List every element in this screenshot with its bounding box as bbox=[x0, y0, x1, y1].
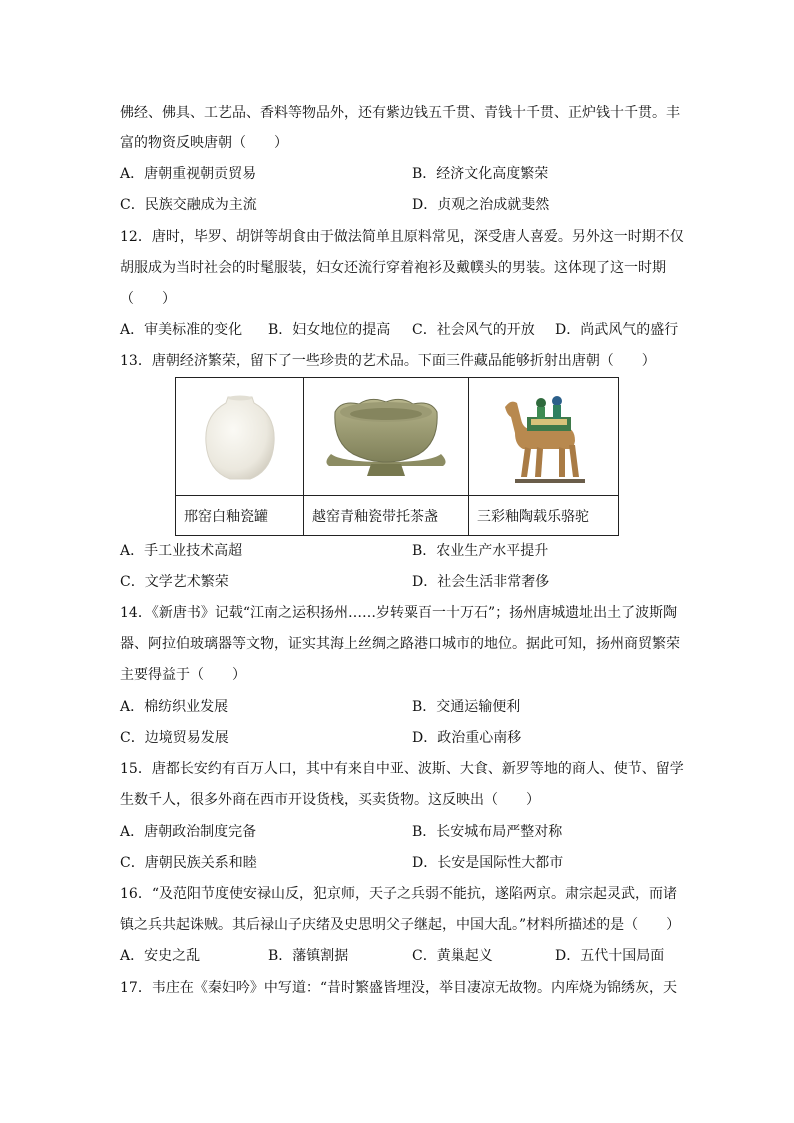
q13-option-a[interactable]: A．手工业技术高超 bbox=[120, 543, 243, 559]
q11-stem-line1: 佛经、佛具、工艺品、香料等物品外，还有紫边钱五千贯、青钱十千贯、正炉钱十千贯。丰 bbox=[120, 105, 680, 121]
q14-option-b[interactable]: B．交通运输便利 bbox=[412, 699, 521, 715]
q16-option-d[interactable]: D．五代十国局面 bbox=[555, 948, 665, 964]
artifact-caption-teabowl: 越窑青釉瓷带托茶盏 bbox=[304, 496, 469, 536]
q12-option-a[interactable]: A．审美标准的变化 bbox=[120, 322, 243, 338]
artifact-table bbox=[175, 377, 619, 536]
white-porcelain-jar-icon bbox=[200, 391, 280, 483]
q15-option-b[interactable]: B．长安城布局严整对称 bbox=[412, 824, 563, 840]
artifact-caption-camel: 三彩釉陶载乐骆驼 bbox=[469, 496, 619, 536]
q15-option-d[interactable]: D．长安是国际性大都市 bbox=[412, 855, 564, 871]
q17-stem-line1: 17．韦庄在《秦妇吟》中写道：“昔时繁盛皆埋没，举目凄凉无故物。内库烧为锦绣灰，天 bbox=[120, 980, 677, 996]
q11-option-d[interactable]: D．贞观之治成就斐然 bbox=[412, 197, 550, 213]
q14-option-a[interactable]: A．棉纺织业发展 bbox=[120, 699, 229, 715]
q12-option-b[interactable]: B．妇女地位的提高 bbox=[268, 322, 391, 338]
celadon-teabowl-icon bbox=[321, 392, 451, 482]
artifact-cell-camel bbox=[469, 378, 619, 496]
q13-option-b[interactable]: B．农业生产水平提升 bbox=[412, 543, 549, 559]
q16-stem-line1: 16．“及范阳节度使安禄山反，犯京师，天子之兵弱不能抗，遂陷两京。肃宗起灵武，而诸 bbox=[120, 886, 677, 902]
artifact-caption-jar: 邢窑白釉瓷罐 bbox=[176, 496, 304, 536]
q14-option-c[interactable]: C．边境贸易发展 bbox=[120, 730, 229, 746]
q12-stem-line3: （ ） bbox=[120, 291, 176, 307]
q14-stem-line3: 主要得益于（ ） bbox=[120, 667, 246, 683]
q15-stem-line2: 生数千人，很多外商在西市开设货栈，买卖货物。这反映出（ ） bbox=[120, 792, 540, 808]
q14-stem-line2: 器、阿拉伯玻璃器等文物，证实其海上丝绸之路港口城市的地位。据此可知，扬州商贸繁荣 bbox=[120, 636, 680, 652]
q15-option-a[interactable]: A．唐朝政治制度完备 bbox=[120, 824, 257, 840]
q11-stem-line2: 富的物资反映唐朝（ ） bbox=[120, 135, 288, 151]
q15-option-c[interactable]: C．唐朝民族关系和睦 bbox=[120, 855, 257, 871]
sancai-camel-icon bbox=[501, 389, 587, 485]
q16-option-a[interactable]: A．安史之乱 bbox=[120, 948, 201, 964]
q13-option-c[interactable]: C．文学艺术繁荣 bbox=[120, 574, 229, 590]
q12-option-d[interactable]: D．尚武风气的盛行 bbox=[555, 322, 679, 338]
artifact-cell-teabowl bbox=[304, 378, 469, 496]
q11-option-a[interactable]: A．唐朝重视朝贡贸易 bbox=[120, 166, 257, 182]
q12-stem-line1: 12．唐时，毕罗、胡饼等胡食由于做法简单且原料常见，深受唐人喜爱。另外这一时期不仅 bbox=[120, 229, 684, 245]
q11-option-b[interactable]: B．经济文化高度繁荣 bbox=[412, 166, 549, 182]
q15-stem-line1: 15．唐都长安约有百万人口，其中有来自中亚、波斯、大食、新罗等地的商人、使节、留学 bbox=[120, 761, 684, 777]
q16-option-b[interactable]: B．藩镇割据 bbox=[268, 948, 349, 964]
q14-stem-line1: 14．《新唐书》记载“江南之运积扬州……岁转粟百一十万石”；扬州唐城遗址出土了波斯陶 bbox=[120, 605, 678, 621]
q12-stem-line2: 胡服成为当时社会的时髦服装，妇女还流行穿着袍衫及戴幞头的男装。这体现了这一时期 bbox=[120, 260, 666, 276]
q11-option-c[interactable]: C．民族交融成为主流 bbox=[120, 197, 257, 213]
q14-option-d[interactable]: D．政治重心南移 bbox=[412, 730, 522, 746]
q12-option-c[interactable]: C．社会风气的开放 bbox=[412, 322, 535, 338]
q13-stem-line1: 13．唐朝经济繁荣，留下了一些珍贵的艺术品。下面三件藏品能够折射出唐朝（ ） bbox=[120, 353, 656, 369]
q13-option-d[interactable]: D．社会生活非常奢侈 bbox=[412, 574, 550, 590]
q16-option-c[interactable]: C．黄巢起义 bbox=[412, 948, 493, 964]
artifact-cell-jar bbox=[176, 378, 304, 496]
q16-stem-line2: 镇之兵共起诛贼。其后禄山子庆绪及史思明父子继起，中国大乱。”材料所描述的是（ ） bbox=[120, 917, 681, 933]
